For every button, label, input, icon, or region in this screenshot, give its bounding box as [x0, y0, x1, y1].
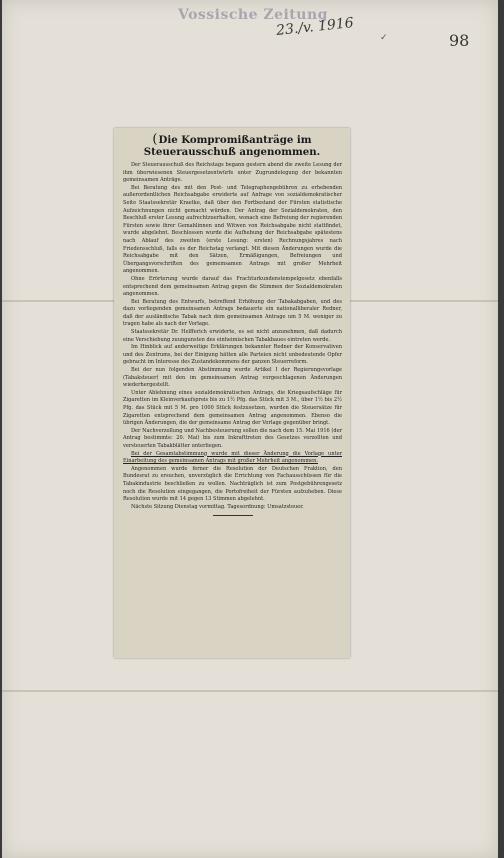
article-paragraph: Angenommen wurde ferner die Resolution der Deutschen Fraktion, den Bundesrat zu ersuchen, unverzüglich die Errichtung von Fachausschüssen für die Tabakindustrie beschließen zu wollen. Nachträglich ist zum Postgebührengesetz noch die Resolution eingegangen, die Portofreiheit der Fürsten aufzuheben. Diese Resolution wurde mit 14 gegen 13 Stimmen abgelehnt. — [123, 465, 342, 503]
handwritten-date: 23./v. 1916 — [275, 14, 355, 40]
page-number: 98 — [449, 31, 470, 50]
end-rule — [213, 515, 253, 516]
article-body — [114, 162, 350, 516]
fold-line — [2, 690, 498, 692]
article-paragraph: Unter Ablehnung eines sozialdemokratischen Antrags, die Kriegsaufschläge für Zigaretten im Kleinverkaufspreis bis zu 1½ Pfg. das Stück mit 3 M., über 1½ bis 2½ Pfg. das Stück mit 5 M. pro 1000 Stück festzusetzen, wurden die Steuersätze für Zigaretten entsprechend dem gemeinsamen Antrag angenommen. Ebenso die übrigen Änderungen, die der gemeinsame Antrag der Vorlage gegenüber bringt. — [123, 389, 342, 427]
article-paragraph: Bei der Gesamtabstimmung wurde mit dieser Änderung die Vorlage unter Einarbeitung des gemeinsamen Antrags mit großer Mehrheit angenommen. — [123, 450, 342, 465]
article-paragraph: Staatssekretär Dr. Helfferich erwiderte, es sei nicht anzunehmen, daß dadurch eine Verschiebung zuungunsten des einheimischen Tabakbaues eintreten werde. — [123, 329, 342, 343]
article-paragraph: Bei Beratung des mit den Post- und Telegraphengebühren zu erhebenden außerordentlichen Reichsabgabe erwiderte auf Anfrage von sozialdemokratischer Seite Staatssekretär Kraetke, daß über den Fortbestand der Fürsten statistische Aufzeichnungen nicht gemacht würden. Der Antrag der Sozialdemokraten, den Beschluß erster Lesung aufrechtzuerhalten, wonach eine Befreiung der regierenden Fürsten sowie ihrer Gemahlinnen und Witwen von Reichsabgabe nicht stattfindet, wurde abgelehnt. Beschlossen wurde die Aufhebung der Reichsabgabe spätestens nach Ablauf des zweiten (erste Lesung: ersten) Rechnungsjahres nach Friedensschluß, falls es der Reichstag verlangt. Mit diesen Änderungen wurde die Reichsabgabe mit den Sätzen, Ermäßigungen, Befreiungen und Übergangsvorschriften des gemeinsamen Antrags mit großer Mehrheit angenommen. — [123, 184, 342, 275]
article-paragraph: Der Nachverzollung und Nachbesteuerung sollen die nach dem 15. Mai 1916 (der Antrag bestimmte: 20. Mai) bis zum Inkrafttreten des Gesetzes verzollten und versteuerten Tabakblätter unterliegen. — [123, 427, 342, 449]
article-paragraph: Nächste Sitzung Dienstag vormittag. Tagesordnung: Umsatzsteuer. — [131, 503, 304, 510]
headline-text: Die Kompromißanträge im Steuerausschuß angenommen. — [143, 134, 321, 158]
article-paragraph: Der Steuerausschuß des Reichstags begann gestern abend die zweite Lesung der ihm überwiesenen Steuergesetzentwürfe unter Zugrundelegung der bekannten gemeinsamen Anträge. — [123, 162, 342, 184]
newspaper-clipping — [114, 128, 350, 658]
article-headline — [120, 134, 344, 158]
bracket-mark: ( — [152, 132, 158, 147]
article-paragraph: Ohne Erörterung wurde darauf das Frachturkundenstempelgesetz ebenfalls entsprechend dem gemeinsamen Antrag gegen die Stimmen der Sozialdemokraten angenommen. — [123, 275, 342, 298]
pencil-mark: ✓ — [380, 33, 388, 43]
article-paragraph: Bei Beratung des Entwurfs, betreffend Erhöhung der Tabakabgaben, und des dazu vorliegenden gemeinsamen Antrags bedauerte ein nationalliberaler Redner, daß der ausländische Tabak nach dem gemeinsamen Antrage um 5 M. weniger zu tragen habe als nach der Vorlage. — [123, 298, 342, 328]
newspaper-stamp: Vossische Zeitung — [178, 7, 328, 23]
article-paragraph: Bei der nun folgenden Abstimmung wurde Artikel I der Regierungsvorlage (Tabaksteuer) mit den im gemeinsamen Antrag vorgeschlagenen Änderungen wiederhergestellt. — [123, 367, 342, 389]
article-paragraph: Im Hinblick auf anderweitige Erklärungen bekannter Redner der Konservativen und des Zentrums, bei der Einigung hätten alle Parteien nicht unbedeutende Opfer gebracht im Interesse des Zustandekommens der ganzen Steuerreform. — [123, 344, 342, 366]
